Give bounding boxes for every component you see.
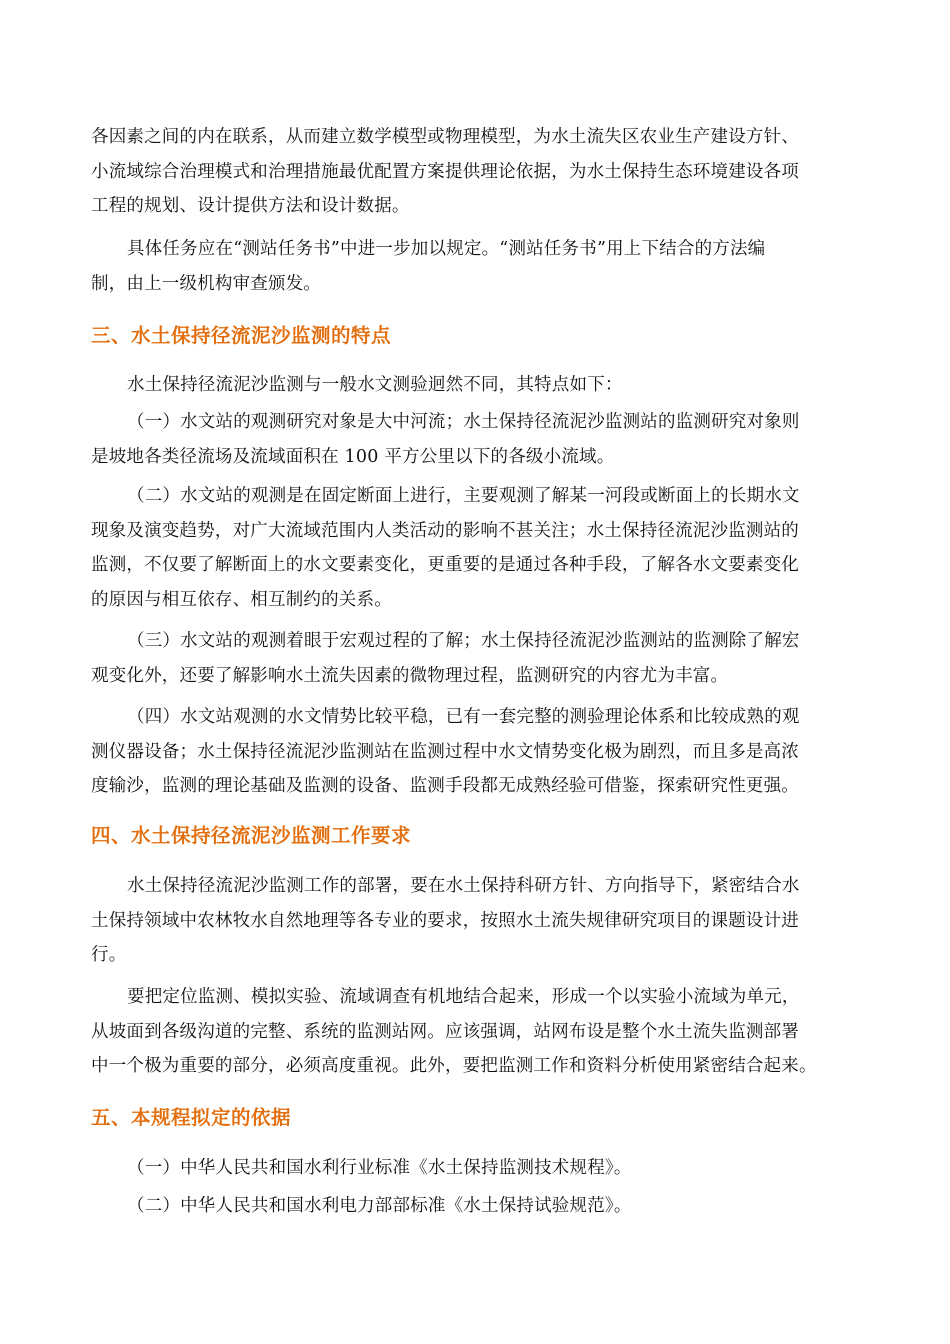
paragraph-continuation — [91, 120, 861, 224]
list-item-1 — [91, 405, 861, 474]
text-line: 具体任务应在“测站任务书”中进一步加以规定。“测站任务书”用上下结合的方法编 — [127, 239, 766, 259]
paragraph-requirements — [91, 869, 861, 973]
paragraph-task-book — [91, 232, 861, 301]
list-item-3 — [91, 624, 861, 693]
text-line: 各因素之间的内在联系，从而建立数学模型或物理模型，为水土流失区农业生产建设方针、 — [91, 127, 799, 147]
text-line: 行。 — [91, 945, 127, 965]
text-line: （三）水文站的观测着眼于宏观过程的了解；水土保持径流泥沙监测站的监测除了解宏 — [127, 631, 800, 651]
text-line: 是坡地各类径流场及流域面积在 100 平方公里以下的各级小流域。 — [91, 446, 615, 467]
text-line: （四）水文站观测的水文情势比较平稳，已有一套完整的测验理论体系和比较成熟的观 — [127, 707, 800, 727]
list-item-4 — [91, 700, 861, 804]
text-line: 的原因与相互依存、相互制约的关系。 — [91, 589, 392, 610]
paragraph-features-intro — [91, 368, 861, 403]
text-line: （二）中华人民共和国水利电力部部标准《水土保持试验规范》。 — [127, 1196, 632, 1216]
text-line: 中一个极为重要的部分，必须高度重视。此外，要把监测工作和资料分析使用紧密结合起来。 — [91, 1056, 817, 1076]
reference-item-2 — [91, 1189, 861, 1224]
section-heading-4: 四、水土保持径流泥沙监测工作要求 — [91, 824, 412, 847]
section-heading-3: 三、水土保持径流泥沙监测的特点 — [91, 324, 392, 347]
text-line: 小流域综合治理模式和治理措施最优配置方案提供理论依据，为水土保持生态环境建设各项 — [91, 161, 799, 182]
text-line: 土保持领域中农林牧水自然地理等各专业的要求，按照水土流失规律研究项目的课题设计进 — [91, 910, 799, 931]
text-line: 度输沙，监测的理论基础及监测的设备、监测手段都无成熟经验可借鉴，探索研究性更强。 — [91, 776, 799, 796]
paragraph-station-network — [91, 980, 861, 1084]
text-line: 观变化外，还要了解影响水土流失因素的微物理过程，监测研究的内容尤为丰富。 — [91, 665, 729, 686]
text-line: 现象及演变趋势，对广大流域范围内人类活动的影响不甚关注；水土保持径流泥沙监测站的 — [91, 520, 799, 541]
reference-item-1 — [91, 1151, 861, 1186]
text-line: 测仪器设备；水土保持径流泥沙监测站在监测过程中水文情势变化极为剧烈，而且多是高浓 — [91, 741, 799, 762]
text-line: 要把定位监测、模拟实验、流域调查有机地结合起来，形成一个以实验小流域为单元， — [127, 987, 800, 1007]
text-line: 从坡面到各级沟道的完整、系统的监测站网。应该强调，站网布设是整个水土流失监测部署 — [91, 1021, 799, 1042]
text-line: 制，由上一级机构审查颁发。 — [91, 273, 322, 294]
text-line: （一）水文站的观测研究对象是大中河流；水土保持径流泥沙监测站的监测研究对象则 — [127, 412, 800, 432]
section-heading-5: 五、本规程拟定的依据 — [91, 1106, 292, 1129]
text-line: （一）中华人民共和国水利行业标准《水土保持监测技术规程》。 — [127, 1158, 632, 1178]
text-line: 监测，不仅要了解断面上的水文要素变化，更重要的是通过各种手段，了解各水文要素变化 — [91, 555, 799, 575]
text-line: 水土保持径流泥沙监测与一般水文测验迥然不同，其特点如下： — [127, 375, 623, 395]
text-line: （二）水文站的观测是在固定断面上进行，主要观测了解某一河段或断面上的长期水文 — [127, 486, 800, 506]
text-line: 工程的规划、设计提供方法和设计数据。 — [91, 196, 410, 216]
text-line: 水土保持径流泥沙监测工作的部署，要在水土保持科研方针、方向指导下，紧密结合水 — [127, 876, 800, 896]
list-item-2 — [91, 479, 861, 617]
